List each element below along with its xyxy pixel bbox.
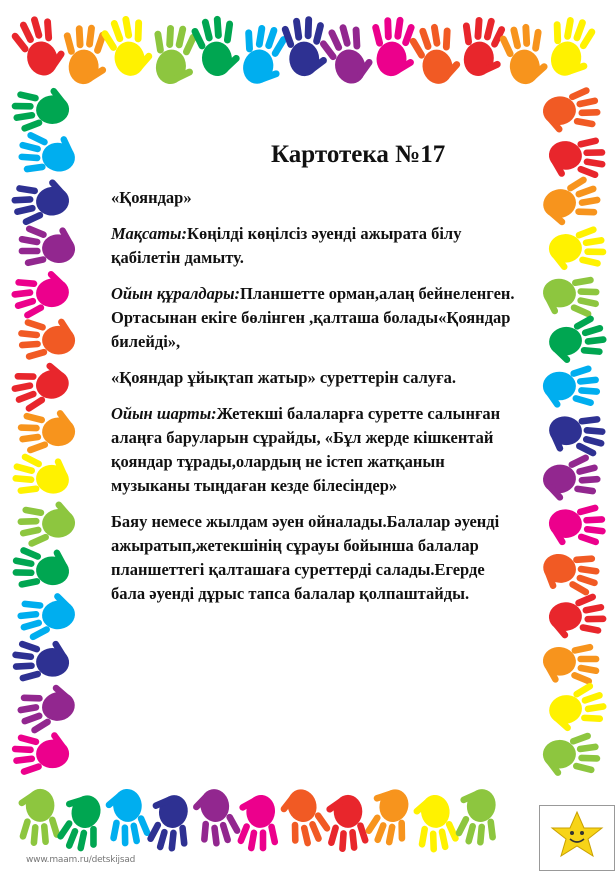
- handprint-icon: [451, 785, 505, 850]
- handprint-icon: [540, 11, 601, 81]
- handprint-icon: [13, 680, 79, 737]
- handprint-icon: [189, 13, 243, 79]
- handprint-icon: [17, 316, 76, 362]
- handprint-icon: [540, 452, 603, 504]
- handprint-icon: [11, 86, 71, 133]
- handprint-icon: [406, 20, 465, 89]
- handprint-icon: [7, 10, 71, 82]
- handprint-icon: [538, 173, 604, 230]
- handprint-icon: [189, 785, 243, 850]
- handprint-icon: [545, 312, 610, 366]
- handprint-icon: [548, 501, 608, 548]
- handprint-icon: [16, 222, 78, 272]
- paragraph-name: [111, 186, 517, 210]
- handprint-icon: [543, 365, 600, 409]
- handprint-icon: [497, 22, 550, 87]
- handprint-icon: [142, 791, 197, 856]
- handprint-icon: [411, 793, 461, 855]
- handprint-icon: [325, 795, 369, 852]
- handprint-icon: [540, 270, 603, 322]
- handprint-icon: [52, 789, 112, 857]
- paragraph-label: Ойын құралдары:: [111, 284, 241, 303]
- card-content: [111, 186, 517, 618]
- handprint-icon: [14, 589, 78, 643]
- paragraph-goal: [111, 222, 517, 270]
- paragraph-materials-cont: [111, 366, 517, 390]
- paragraph-materials: [111, 282, 517, 354]
- paragraph-text: Планшетте орман,алаң бейнеленген. Ортасынан екіге бөлінген ,қалташа болады«Қояндар билейді»,: [111, 284, 515, 351]
- handprint-icon: [9, 543, 71, 594]
- paragraph-label: Мақсаты:: [111, 224, 187, 243]
- handprint-icon: [547, 592, 608, 641]
- handprint-icon: [548, 225, 608, 272]
- page-title: Картотека №17: [271, 141, 446, 168]
- handprint-icon: [545, 679, 611, 735]
- handprint-icon: [11, 637, 71, 684]
- paragraph-text: Баяу немесе жылдам әуен ойналады.Балалар әуенді ажыратып,жетекшінің сұрауы бойынша балалар планшеттегі қалташаға суреттерді салады.Егерде бала әуенді дұрыс тапса балалар қолпаштайды.: [111, 512, 500, 603]
- handprint-icon: [368, 15, 418, 78]
- handprint-icon: [8, 267, 73, 321]
- handprint-icon: [8, 449, 73, 503]
- handprint-icon: [541, 85, 603, 135]
- handprint-icon: [16, 789, 61, 847]
- handprint-icon: [538, 544, 604, 601]
- paragraph-rules: [111, 402, 517, 498]
- handprint-icon: [545, 407, 610, 461]
- paragraph-label: Ойын шарты:: [111, 404, 217, 423]
- handprint-icon: [11, 731, 69, 776]
- handprint-icon: [360, 783, 419, 851]
- handprint-icon: [454, 13, 510, 80]
- handprint-icon: [315, 18, 378, 90]
- handprint-icon: [103, 787, 152, 848]
- handprint-icon: [7, 358, 74, 416]
- handprint-icon: [275, 784, 334, 852]
- handprint-icon: [16, 499, 78, 549]
- footer-url: www.maam.ru/detskijsad: [26, 855, 136, 865]
- smiley-badge: [539, 805, 615, 871]
- handprint-icon: [98, 11, 157, 80]
- handprint-icon: [547, 133, 608, 182]
- handprint-icon: [542, 731, 601, 777]
- handprint-icon: [17, 408, 76, 454]
- paragraph-play: [111, 510, 517, 606]
- handprint-icon: [541, 638, 603, 688]
- handprint-icon: [9, 176, 71, 227]
- smiley-star-icon: [540, 806, 614, 870]
- paragraph-text: «Қояндар»: [111, 188, 192, 207]
- handprint-icon: [15, 127, 79, 181]
- paragraph-text: «Қояндар ұйықтап жатыр» суреттерін салуға.: [111, 368, 457, 387]
- handprint-icon: [234, 793, 284, 855]
- paragraph-text: Жетекші балаларға суретте салынған алаңға баруларын сұрайды, «Бұл жерде кішкентай қояндар тұрады,олардың не істеп жатқанын музыканы тыңдаған кезде білесіндер»: [111, 404, 501, 495]
- paragraph-text: Көңілді көңілсіз әуенді ажырата білу қабілетін дамыту.: [111, 224, 462, 267]
